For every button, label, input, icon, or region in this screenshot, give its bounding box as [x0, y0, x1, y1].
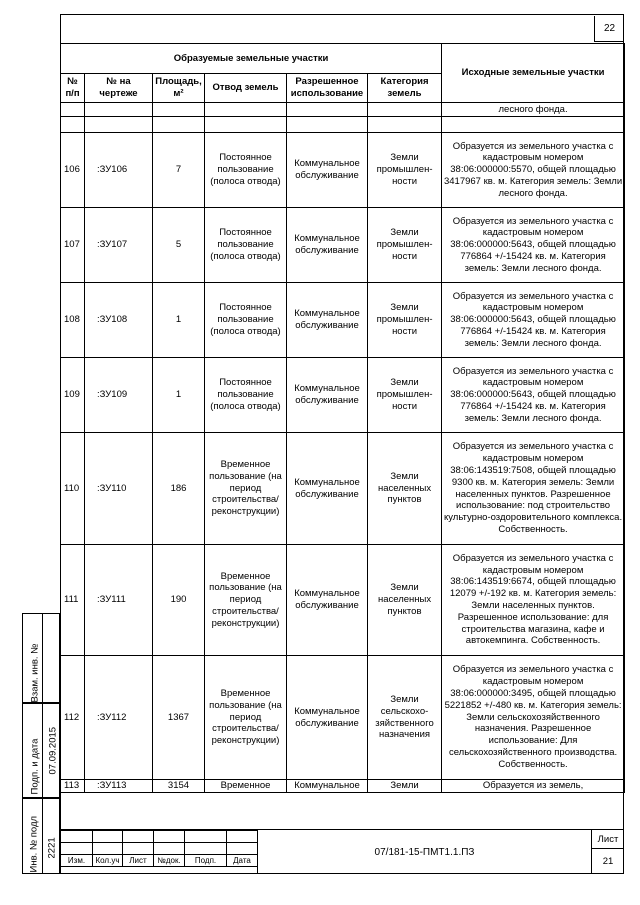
- col-allotment-header: Отвод земель: [205, 74, 287, 103]
- table-row: 113 :ЗУ113 3154 Временное Коммунальное Земли Образуется из земель,: [61, 780, 625, 793]
- table-row: 107 :ЗУ107 5 Постоянное пользование (полоса отвода) Коммунальное обслуживание Земли промышлен-ности Образуется из земельного участка с кадастровым номером 38:06:000000:5643, общей площадью 776864 +/-15424 кв. м. Категория земель: Земли лесного фонда.: [61, 208, 625, 283]
- title-block: [60, 829, 624, 874]
- table-row: 111 :ЗУ111 190 Временное пользование (на период строительства/ реконструкции) Коммунальное обслуживание Земли населенных пунктов Образуется из земельного участка с кадастровым номером 38:06:143519:6674, общей площадью 12079 +/-192 кв. м. Категория земель: Земли населенных пунктов. Разрешенное использование: для строительства магазина, кафе и автокемпинга. Собственность.: [61, 545, 625, 656]
- tb-koluch: Кол.уч: [93, 855, 123, 867]
- sheet-label: Лист: [597, 834, 619, 845]
- tb-data: Дата: [227, 855, 258, 867]
- vzam-label: Взам. инв. №: [29, 643, 41, 703]
- source-title: Исходные земельные участки: [442, 44, 625, 103]
- tb-ndok: №док.: [154, 855, 185, 867]
- table-row: 110 :ЗУ110 186 Временное пользование (на период строительства/ реконструкции) Коммунальное обслуживание Земли населенных пунктов Образуется из земельного участка с кадастровым номером 38:06:143519:7508, общей площадью 9300 кв. м. Категория земель: Земли населенных пунктов. Разрешенное использование: под строительство культурно-оздоровительного комплекса. Собственность.: [61, 433, 625, 545]
- document-code: 07/181-15-ПМТ1.1.ПЗ: [257, 830, 592, 874]
- podp-label: Подп. и дата: [29, 738, 41, 795]
- inv-value: 2221: [46, 837, 58, 859]
- table-row: 109 :ЗУ109 1 Постоянное пользование (полоса отвода) Коммунальное обслуживание Земли промышлен-ности Образуется из земельного участка с кадастровым номером 38:06:000000:5643, общей площадью 776864 +/-15424 кв. м. Категория земель: Земли лесного фонда.: [61, 358, 625, 433]
- tb-podp: Подп.: [185, 855, 227, 867]
- inv-label: Инв. № подл: [28, 815, 40, 873]
- table-row: 112 :ЗУ112 1367 Временное пользование (на период строительства/ реконструкции) Коммунальное обслуживание Земли сельскохо-зяйственного назначения Образуется из земельного участка с кадастровым номером 38:06:000000:3495, общей площадью 5221852 +/-480 кв. м. Категория земель: Земли сельскохозяйственного назначения. Разрешенное использование: Для сельскохозяйственного производства. Собственность.: [61, 656, 625, 780]
- page-number-top: 22: [594, 16, 624, 42]
- side-stamp-inv: [22, 798, 60, 874]
- sheet-number: 21: [602, 856, 614, 867]
- col-area-header: Площадь, м²: [153, 74, 205, 103]
- continuation-text: лесного фонда.: [442, 103, 625, 117]
- col-category-header: Категория земель: [368, 74, 442, 103]
- tb-izm: Изм.: [61, 855, 93, 867]
- tb-list: Лист: [123, 855, 154, 867]
- land-plots-table: [60, 43, 625, 793]
- group-title: Образуемые земельные участки: [61, 44, 442, 74]
- col-use-header: Разрешенное использование: [287, 74, 368, 103]
- podp-date: 07.09.2015: [47, 726, 59, 775]
- table-row: 108 :ЗУ108 1 Постоянное пользование (полоса отвода) Коммунальное обслуживание Земли промышлен-ности Образуется из земельного участка с кадастровым номером 38:06:000000:5643, общей площадью 776864 +/-15424 кв. м. Категория земель: Земли лесного фонда.: [61, 283, 625, 358]
- col-drawing-header: № на чертеже: [85, 74, 153, 103]
- col-num-header: № п/п: [61, 74, 85, 103]
- table-row: 106 :ЗУ106 7 Постоянное пользование (полоса отвода) Коммунальное обслуживание Земли промышлен-ности Образуется из земельного участка с кадастровым номером 38:06:000000:5570, общей площадью 3417967 кв. м. Категория земель: Земли лесного фонда.: [61, 133, 625, 208]
